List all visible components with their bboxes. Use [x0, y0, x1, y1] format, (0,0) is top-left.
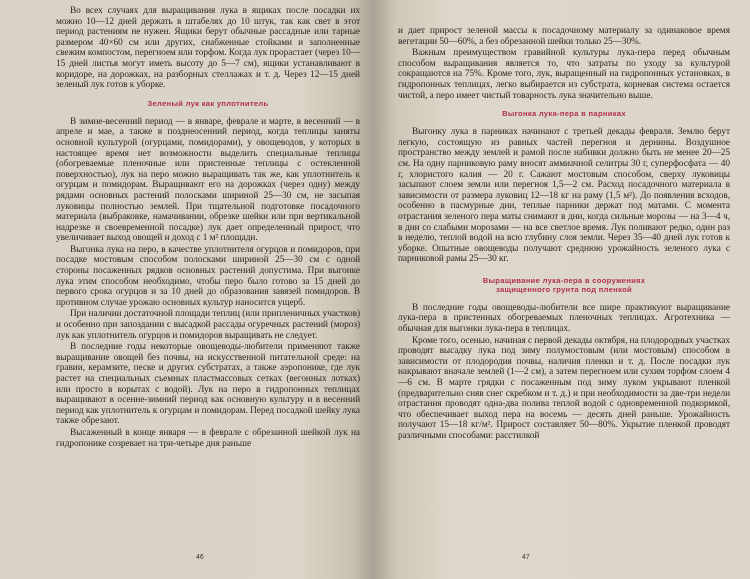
paragraph: Выгонку лука в парниках начинают с третьей декады февраля. Землю берут легкую, состоящую из равных частей перегноя и дернины. Воздушное пространство между землей и рамой после набивки должно быть не менее 20—25 см. На одну парниковую раму вносят аммиачной селитры 30 г, суперфосфата — 40 г, хлористого калия — 20 г. Сажают мостовым способом, сверху луковицы засыпают слоем земли или перегноя 1,5—2 см. Расход посадочного материала в зависимости от размера луковиц 12—18 кг на раму (1,5 м²). До появления всходов, особенно в пасмурные дни, теплые парники держат под матами. С момента отрастания зеленого пера маты снимают в дни, когда сильные морозы — на 3—4 ч, в дни со слабыми морозами — на все светлое время. Лук поливают редко, один раз в неделю, теплой водой на всю глубину слоя земли. Через 35—40 дней лук готов к уборке. Опытные овощеводы получают среднюю урожайность зеленого лука с парниковой рамы 25—30 кг.	[398, 127, 730, 265]
section-heading-film-structures	[398, 276, 730, 294]
section-heading-hotbeds: Выгонка лука-пера в парниках	[502, 109, 626, 119]
left-page-text	[56, 6, 360, 449]
intro-paragraph: Во всех случаях для выращивания лука в ящиках после посадки их можно 10—12 дней держать в штабелях до 10 штук, так как свет в этот период растениям не нужен. Ящики берут обычные рассадные или тарные размером 40×60 см или других, снабженные стойками и заполненные свежим компостом, перегноем или торфом. Когда лук прорастает (через 10—15 дней листья могут иметь высоту до 5—7 см), ящики устанавливают в коридоре, на дорожках, на разборных стеллажах и т. д. Через 12—15 дней зеленый лук готов к уборке.	[56, 6, 360, 91]
paragraph: Выгонка лука на перо, в качестве уплотнителя огурцов и помидоров, при посадке мостовым способом полосками шириной 25—30 см с одной стороны посаженных рядков основных растений допустима. При выгонке лука этим способом необходимо, чтобы перо было готово за 15 дней до первого срока огурцов и за 10 дней до образования завязей помидоров. В противном случае урожаю основных культур наносится ущерб.	[56, 244, 360, 308]
left-page	[0, 0, 374, 579]
section-heading-green-onion: Зеленый лук как уплотнитель	[147, 98, 269, 108]
paragraph: Важным преимуществом гравийной культуры лука-пера перед обычным способом выращивания является то, что затраты по уходу за культурой сокращаются на 75%. Кроме того, лук, выращенный на гидропонных установках, в гидропонных теплицах, легко выбирается из субстрата, корневая система остается чистой, а перо имеет чистый товарность лука значительно выше.	[398, 48, 730, 101]
continued-paragraph: и дает прирост зеленой массы к посадочному материалу за одинаковое время вегетации 50—60%, а без обрезанной шейки только 25—30%.	[398, 26, 730, 47]
page-number: 46	[196, 554, 204, 561]
page-number: 47	[522, 554, 530, 561]
paragraph: В последние годы некоторые овощеводы-любители применяют также выращивание овощей без почвы, на искусственной питательной среде: на гравии, керамзите, песке и других субстратах, а также аэропонике, где лук растет на специальных съемных пластмассовых сетках (вегонных лотках) или просто в корытах с водой). Лук на перо в гидропонных теплицах выращивают в осенне-зимний период как основную культуру и в весенний период как уплотнитель к огурцам и помидорам. Перед посадкой шейку лука также обрезают.	[56, 342, 360, 427]
paragraph: В зимне-весенний период — в январе, феврале и марте, в весенний — в апреле и мае, а также в позднеосенний период, когда теплицы заняты основной культурой (огурцами, помидорами), у овощеводов, у которых в настоящее время нет возможности выделить специальные теплицы (обогреваемые пленочные или пристенные теплицы с остекленной поверхностью), лук на перо можно выращивать так же, как уплотнитель к огурцам и помидорам. Выращивают его на дорожках (через одну) между рядами основных растений полосками шириной 25—30 см, не засыпая луковицы полностью землей. При тщательной подготовке посадочного материала (выбраковке, намачивании, обрезке шейки или при вертикальной надрезке и своевременной посадке) лук дает определенный прирост, что увеличивает выход овощей и доход с 1 м² площади.	[56, 116, 360, 244]
right-page-text	[398, 26, 730, 442]
heading-line: Выращивание лука-пера в сооружениях	[482, 275, 646, 285]
paragraph: Высаженный в конце января — в феврале с обрезанной шейкой лук на гидропонике созревает на три-четыре дня раньше	[56, 427, 360, 449]
heading-line: защищенного грунта под пленкой	[496, 284, 632, 294]
paragraph: В последние годы овощеводы-любители все шире практикуют выращивание лука-пера в пристенных обогреваемых пленочных теплицах. Агротехника — обычная для выгонки лука-пера в теплицах.	[398, 302, 730, 335]
right-page	[374, 0, 750, 579]
paragraph: Кроме того, осенью, начиная с первой декады октября, на плодородных участках проводят высадку лука под зиму полумостовым (или мостовым) способом в зависимости от плодородия почвы, наличия пленки и т. д. После посадки лук накрывают вначале землей (1—2 см), а затем перегноем или сухим торфом слоем 4—6 см. В марте грядки с посаженным под зиму луком укрывают пленкой (предварительно сняв снег скребком и т. д.) и при необходимости за две-три недели отрастания проводят одна-два полива теплой водой с одновременной подкормкой, что обеспечивает выход пера на восемь — десять дней раньше. Урожайность получают 15—18 кг/м². Прирост составляет 50—80%. Укрытие пленкой проводят различными способами: расстилкой	[398, 335, 730, 441]
paragraph: При наличии достаточной площади теплиц (или припленичных участков) и особенно при запоздании с высадкой рассады огуречных растений (мороз) лук как уплотнитель огурцов и помидоров выращивать не следует.	[56, 309, 360, 341]
